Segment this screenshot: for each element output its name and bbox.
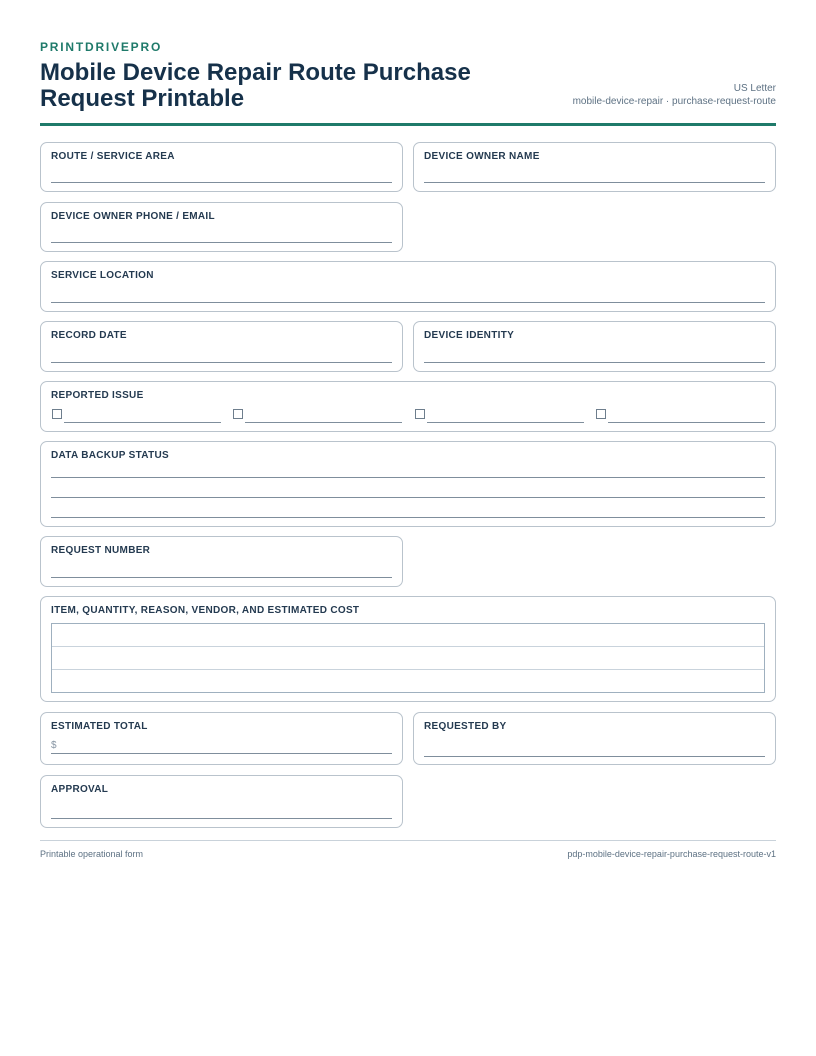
requested-by-field (413, 712, 776, 765)
items-table-field (40, 596, 776, 702)
reported-issue-option-line-3[interactable] (427, 422, 584, 423)
approval-field (40, 775, 403, 828)
device-owner-name-label: DEVICE OWNER NAME (424, 151, 540, 162)
table-row[interactable] (52, 670, 764, 693)
device-identity-label: DEVICE IDENTITY (424, 330, 515, 341)
reported-issue-option-line-4[interactable] (608, 422, 765, 423)
route-service-area-input-line[interactable] (51, 182, 392, 183)
data-backup-status-label: DATA BACKUP STATUS (51, 450, 169, 461)
items-table (51, 623, 765, 693)
estimated-total-input-line[interactable] (51, 753, 392, 754)
brand-name: PRINTDRIVEPRO (40, 40, 163, 54)
reported-issue-label: REPORTED ISSUE (51, 390, 144, 401)
device-identity-input-line[interactable] (424, 362, 765, 363)
record-date-input-line[interactable] (51, 362, 392, 363)
items-table-label: ITEM, QUANTITY, REASON, VENDOR, AND ESTIMATED COST (51, 605, 360, 616)
reported-issue-checkbox-1[interactable] (52, 409, 62, 419)
data-backup-status-line-1[interactable] (51, 477, 765, 478)
device-owner-contact-input-line[interactable] (51, 242, 392, 243)
data-backup-status-line-2[interactable] (51, 497, 765, 498)
paper-size: US Letter (733, 83, 776, 94)
service-location-input-line[interactable] (51, 302, 765, 303)
header-row (40, 60, 776, 112)
data-backup-status-line-3[interactable] (51, 517, 765, 518)
service-location-field (40, 261, 776, 312)
request-number-input-line[interactable] (51, 577, 392, 578)
table-row[interactable] (52, 647, 764, 670)
page-header (40, 40, 776, 126)
table-row[interactable] (52, 624, 764, 647)
currency-symbol: $ (51, 740, 57, 751)
header-divider (40, 123, 776, 126)
footer-left-text: Printable operational form (40, 849, 144, 859)
reported-issue-checkbox-3[interactable] (415, 409, 425, 419)
approval-label: APPROVAL (51, 784, 109, 795)
reported-issue-option-line-2[interactable] (245, 422, 402, 423)
device-owner-contact-label: DEVICE OWNER PHONE / EMAIL (51, 211, 215, 222)
record-date-label: RECORD DATE (51, 330, 127, 341)
requested-by-label: REQUESTED BY (424, 721, 507, 732)
reported-issue-checkbox-2[interactable] (233, 409, 243, 419)
device-owner-contact-field (40, 202, 403, 252)
estimated-total-label: ESTIMATED TOTAL (51, 721, 148, 732)
request-number-label: REQUEST NUMBER (51, 545, 151, 556)
reported-issue-field (40, 381, 776, 432)
route-service-area-field (40, 142, 403, 192)
reported-issue-checkbox-4[interactable] (596, 409, 606, 419)
estimated-total-field (40, 712, 403, 765)
document-meta (573, 82, 776, 112)
document-tags: mobile-device-repair · purchase-request-route (572, 96, 776, 107)
request-number-field (40, 536, 403, 587)
form-id: pdp-mobile-device-repair-purchase-request-route-v1 (567, 849, 776, 859)
device-owner-name-input-line[interactable] (424, 182, 765, 183)
footer-divider (40, 840, 776, 841)
requested-by-input-line[interactable] (424, 756, 765, 757)
record-date-field (40, 321, 403, 372)
route-service-area-label: ROUTE / SERVICE AREA (51, 151, 175, 162)
data-backup-status-field (40, 441, 776, 527)
device-identity-field (413, 321, 776, 372)
approval-input-line[interactable] (51, 818, 392, 819)
service-location-label: SERVICE LOCATION (51, 270, 154, 281)
reported-issue-option-line-1[interactable] (64, 422, 221, 423)
page-title: Mobile Device Repair Route Purchase Request Printable (40, 59, 471, 112)
device-owner-name-field (413, 142, 776, 192)
